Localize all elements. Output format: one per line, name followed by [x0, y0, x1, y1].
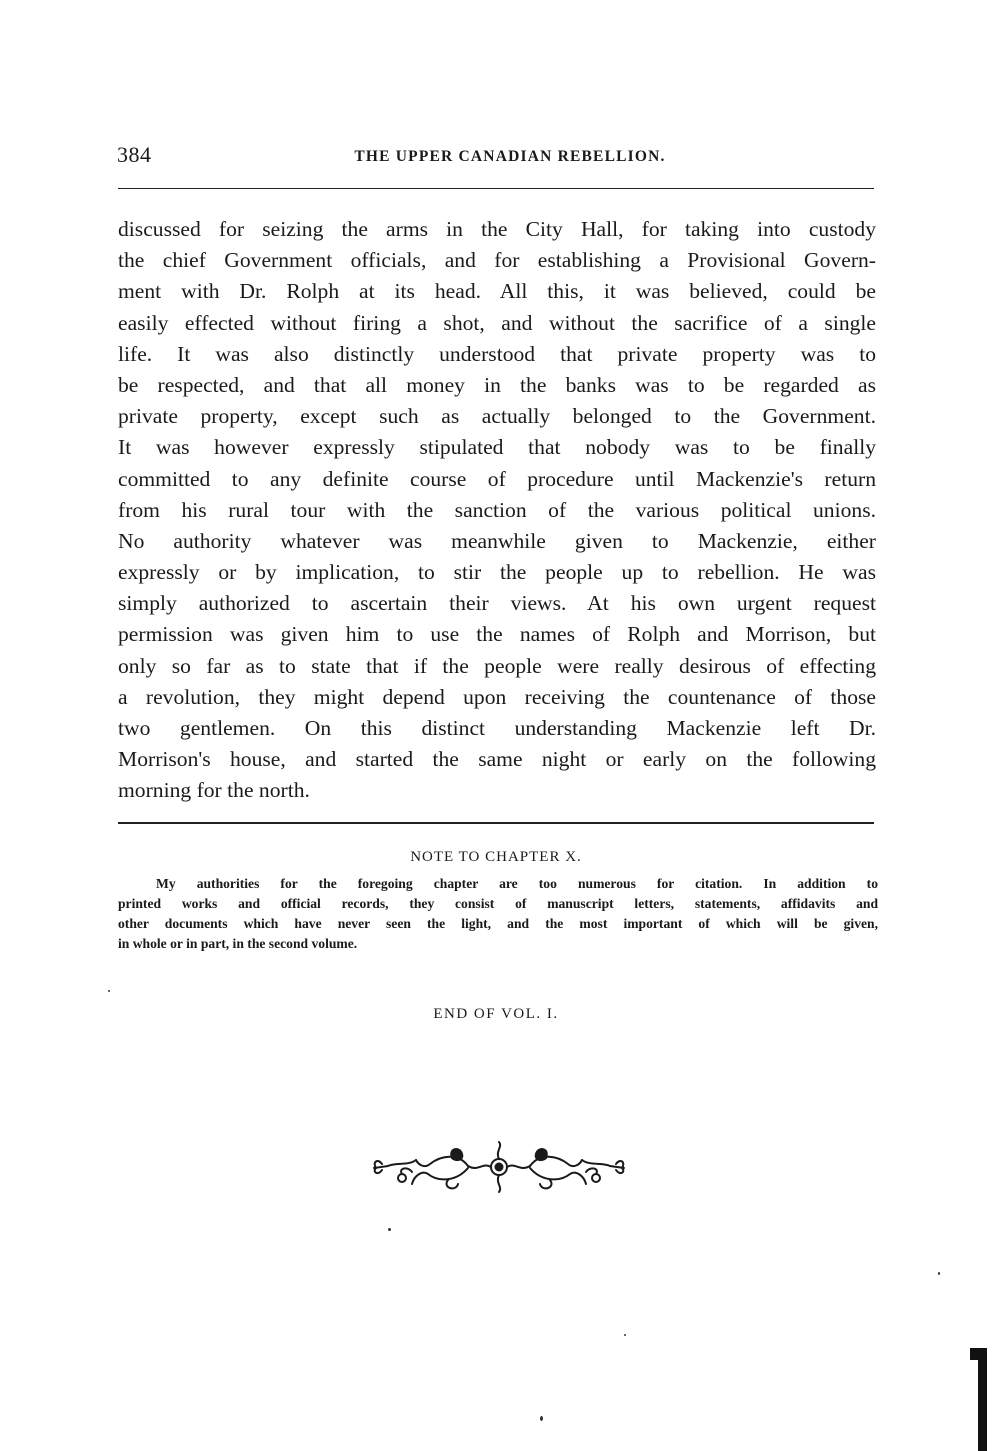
body-line: discussed for seizing the arms in the City Hall, for taking into custody	[118, 217, 876, 241]
page-number: 384	[117, 142, 152, 167]
body-line: from his rural tour with the sanction of the various political unions.	[118, 497, 876, 522]
body-line: permission was given him to use the names of Rolph and Morrison, but	[118, 622, 876, 647]
floral-tailpiece-ornament-icon	[368, 1138, 630, 1196]
body-line: ment with Dr. Rolph at its head. All this, it was believed, could be	[118, 279, 876, 304]
note-line: other documents which have never seen the light, and the most important of which will be given,	[118, 916, 878, 931]
note-paragraph	[118, 874, 878, 954]
body-line: expressly or by implication, to stir the people up to rebellion. He was	[118, 560, 876, 585]
ink-speck	[938, 1272, 940, 1275]
body-line: Morrison's house, and started the same night or early on the following	[118, 747, 876, 772]
body-line: morning for the north.	[118, 778, 310, 803]
body-line: the chief Government officials, and for establishing a Provisional Govern-	[118, 248, 876, 273]
body-line: private property, except such as actually belonged to the Government.	[118, 404, 876, 429]
ink-speck	[388, 1228, 391, 1231]
ink-speck	[108, 990, 110, 992]
note-title: NOTE TO CHAPTER X.	[410, 849, 582, 865]
end-of-volume: END OF VOL. I.	[433, 1006, 559, 1022]
body-line: life. It was also distinctly understood that private property was to	[118, 341, 876, 366]
section-rule	[118, 822, 874, 824]
body-line: be respected, and that all money in the banks was to be regarded as	[118, 372, 876, 397]
body-line: It was however expressly stipulated that nobody was to be finally	[118, 435, 876, 460]
body-paragraph	[118, 214, 876, 807]
page-edge-bracket-mark	[968, 1348, 988, 1451]
body-line: simply authorized to ascertain their views. At his own urgent request	[118, 591, 876, 616]
body-line: No authority whatever was meanwhile given to Mackenzie, either	[118, 528, 876, 553]
ink-speck	[624, 1334, 626, 1336]
body-line: only so far as to state that if the people were really desirous of effecting	[118, 653, 876, 678]
note-line: in whole or in part, in the second volume.	[118, 936, 358, 951]
body-line: two gentlemen. On this distinct understanding Mackenzie left Dr.	[118, 716, 876, 740]
running-title: THE UPPER CANADIAN REBELLION.	[354, 148, 666, 165]
body-line: a revolution, they might depend upon receiving the countenance of those	[118, 684, 876, 709]
note-line: My authorities for the foregoing chapter are too numerous for citation. In addition to	[156, 876, 878, 891]
body-line: easily effected without firing a shot, and without the sacrifice of a single	[118, 310, 876, 335]
body-line: committed to any definite course of procedure until Mackenzie's return	[118, 466, 876, 491]
note-line: printed works and official records, they consist of manuscript letters, statements, affidavits and	[118, 896, 878, 911]
ink-speck	[540, 1416, 543, 1421]
header-rule	[118, 188, 874, 189]
